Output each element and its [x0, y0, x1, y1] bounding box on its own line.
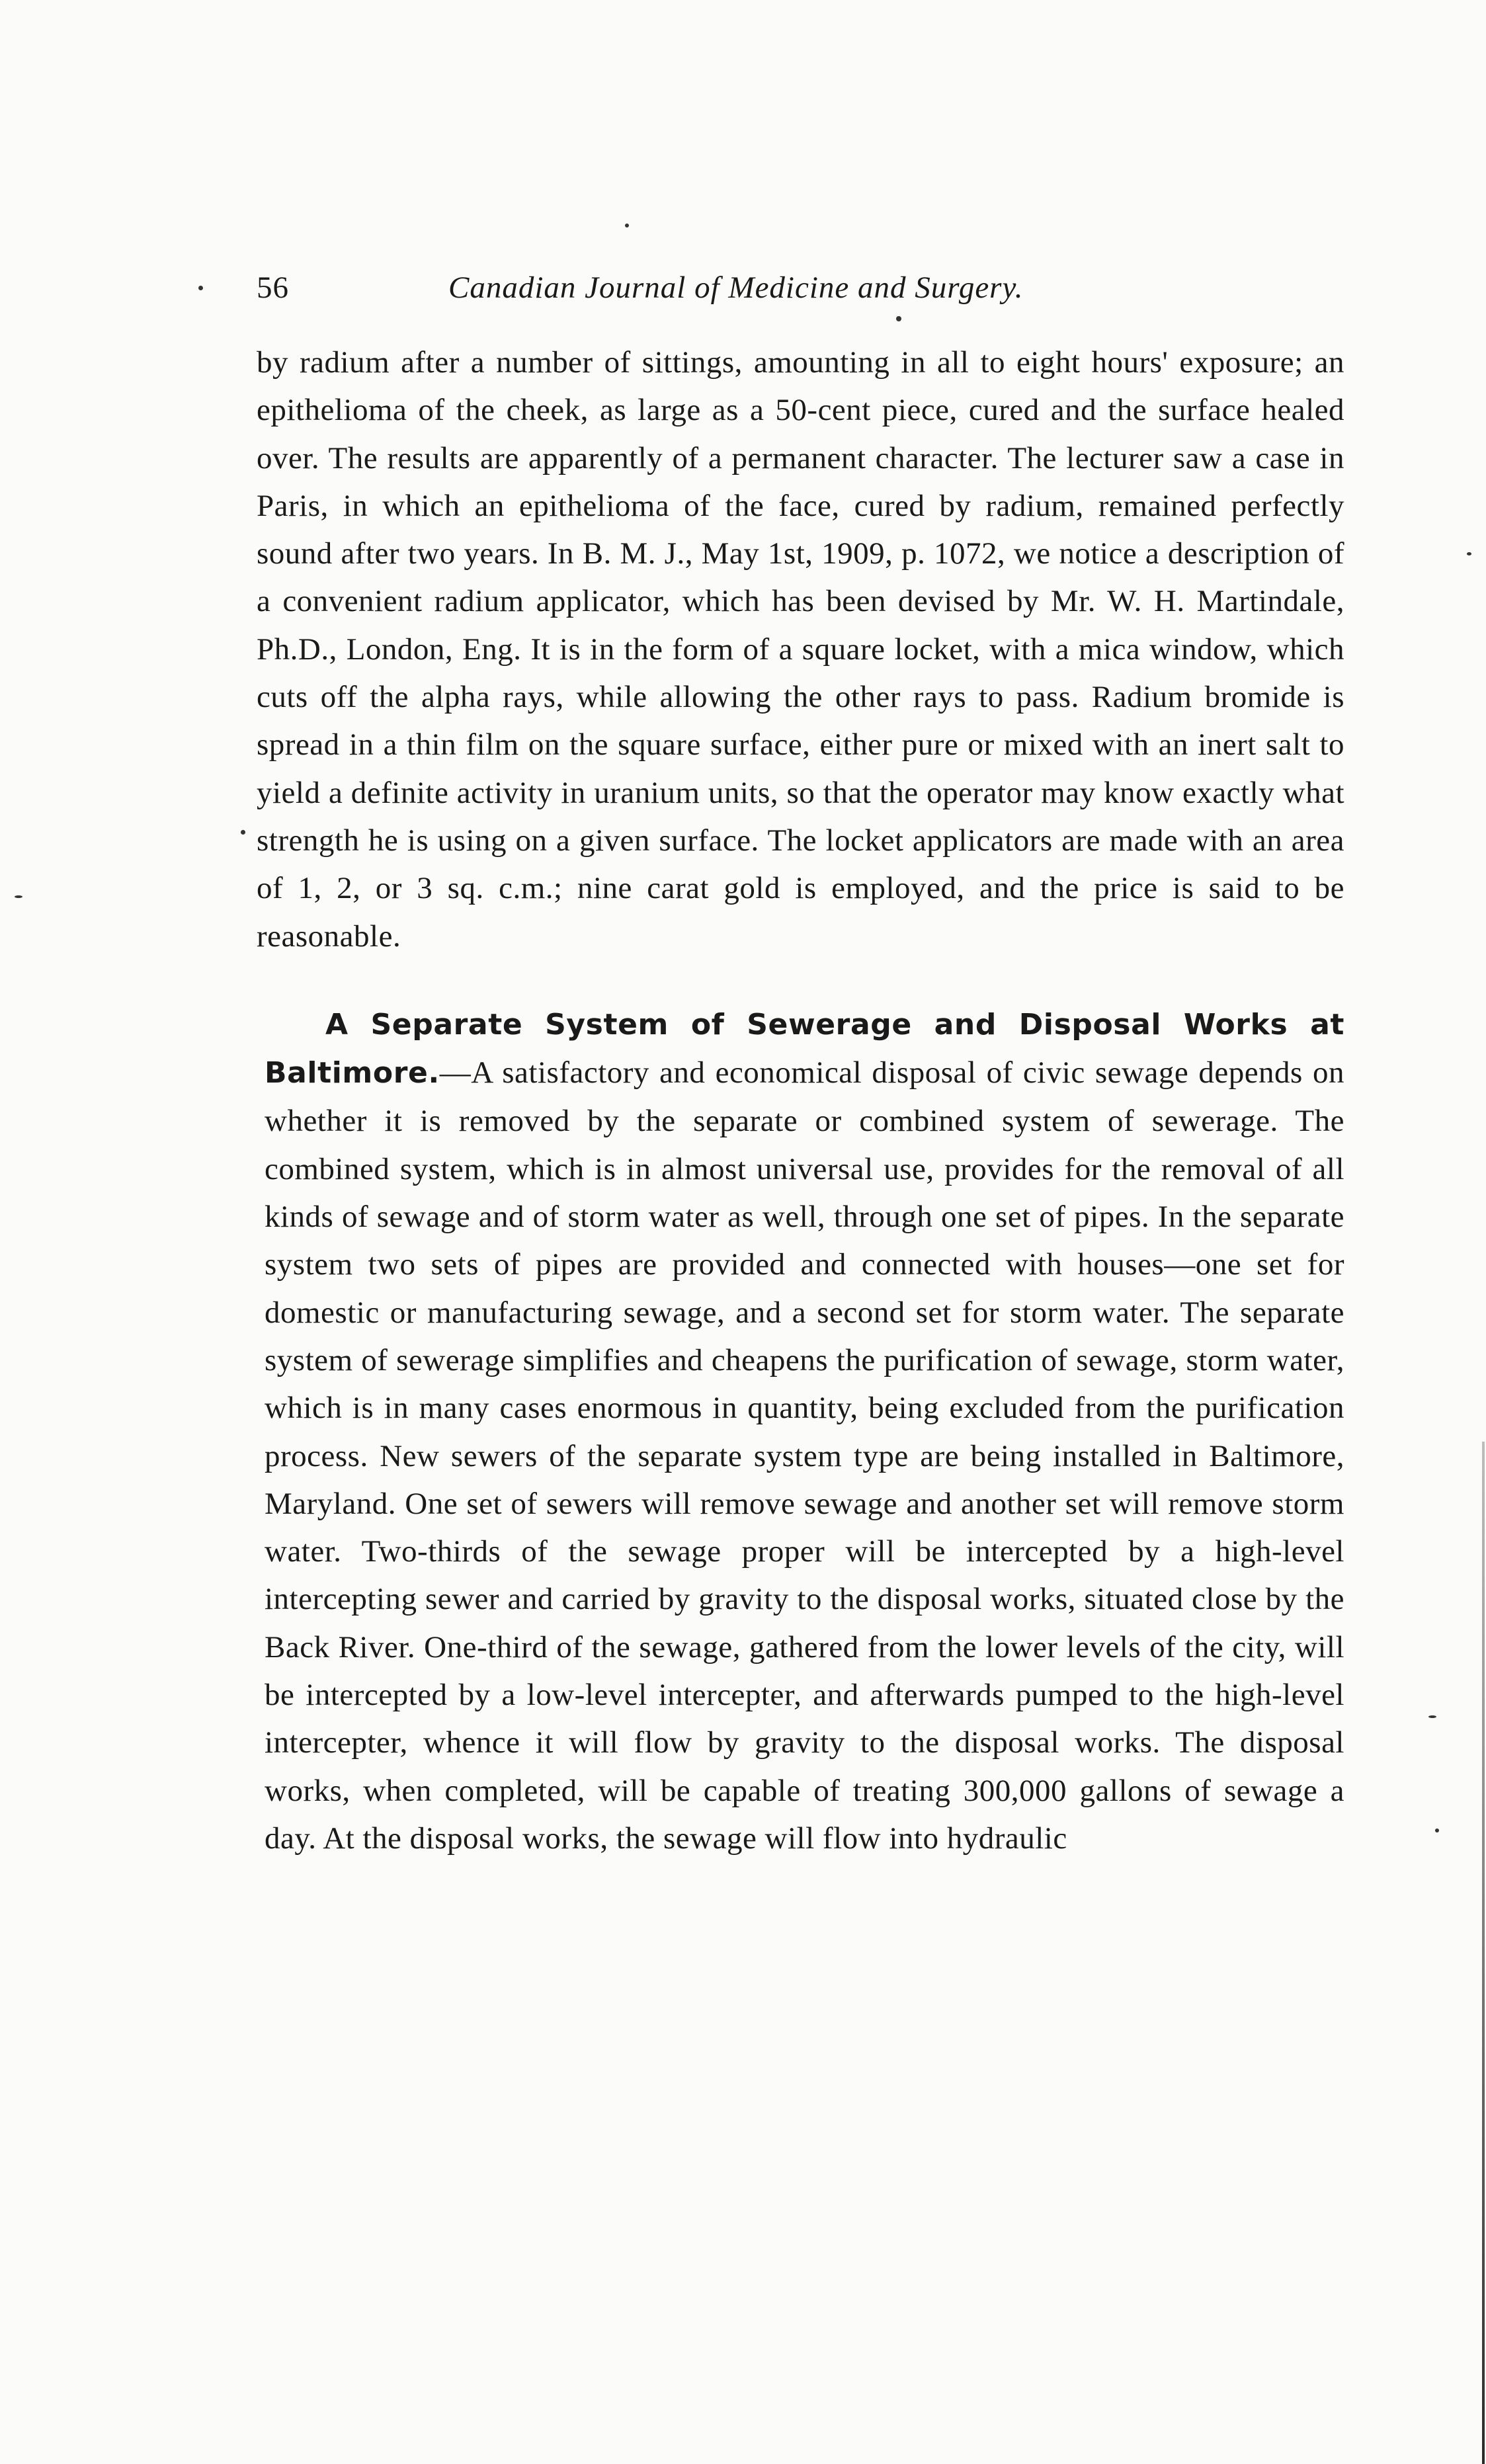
paragraph-radium: by radium after a number of sittings, amounting in all to eight hours' exposure; an epithelioma of the cheek, as large as a 50-cent piece, cured and the surface healed over. The results are apparently of a permanent character. The lecturer saw a case in Paris, in which an epithelioma of the face, cured by radium, remained perfectly sound after two years. In B. M. J., May 1st, 1909, p. 1072, we notice a description of a convenient radium applicator, which has been devised by Mr. W. H. Martindale, Ph.D., London, Eng. It is in the form of a square locket, with a mica window, which cuts off the alpha rays, while allowing the other rays to pass. Radium bromide is spread in a thin film on the square surface, either pure or mixed with an inert salt to yield a definite activity in uranium units, so that the operator may know exactly what strength he is using on a given surface. The locket applicators are made with an area of 1, 2, or 3 sq. c.m.; nine carat gold is employed, and the price is said to be reasonable. [257, 345, 1344, 954]
scan-speck [241, 830, 245, 835]
scan-speck [15, 895, 22, 898]
scan-speck [896, 316, 901, 321]
scan-speck [1467, 552, 1471, 555]
scan-speck [1428, 1715, 1436, 1718]
scan-edge-line [1482, 1442, 1485, 2464]
scan-speck [1435, 1828, 1439, 1832]
scan-speck [625, 224, 629, 227]
running-title: Canadian Journal of Medicine and Surgery. [448, 270, 1024, 305]
paragraph-sewerage-text: —A satisfactory and economical disposal of civic sewage depends on whether it is removed by the separate or combined system of sewerage. The combined system, which is in almost universal use, provides for the removal of all kinds of sewage and of storm water as well, through one set of pipes. In the separate system two sets of pipes are provided and connected with houses—one set for domestic or manufacturing sewage, and a second set for storm water. The separate system of sewerage simplifies and cheapens the purification of sewage, storm water, which is in many cases enormous in quantity, being excluded from the purification process. New sewers of the separate system type are being installed in Baltimore, Maryland. One set of sewers will remove sewage and another set will remove storm water. Two-thirds of the sewage proper will be intercepted by a high-level intercepting sewer and carried by gravity to the disposal works, situated close by the Back River. One-third of the sewage, gathered from the lower levels of the city, will be intercepted by a low-level intercepter, and afterwards pumped to the high-level intercepter, whence it will flow by gravity to the disposal works. The disposal works, when completed, will be capable of treating 300,000 gallons of sewage a day. At the disposal works, the sewage will flow into hydraulic [265, 1055, 1344, 1856]
section-heading: A Separate System of Sewerage and Disposal Works at Baltimore. [265, 1007, 1344, 1090]
scan-speck [198, 286, 203, 290]
paragraph-sewerage [257, 1001, 1344, 1862]
body-text [257, 339, 1344, 1862]
page-number: 56 [257, 270, 289, 305]
page-header [257, 265, 1348, 311]
